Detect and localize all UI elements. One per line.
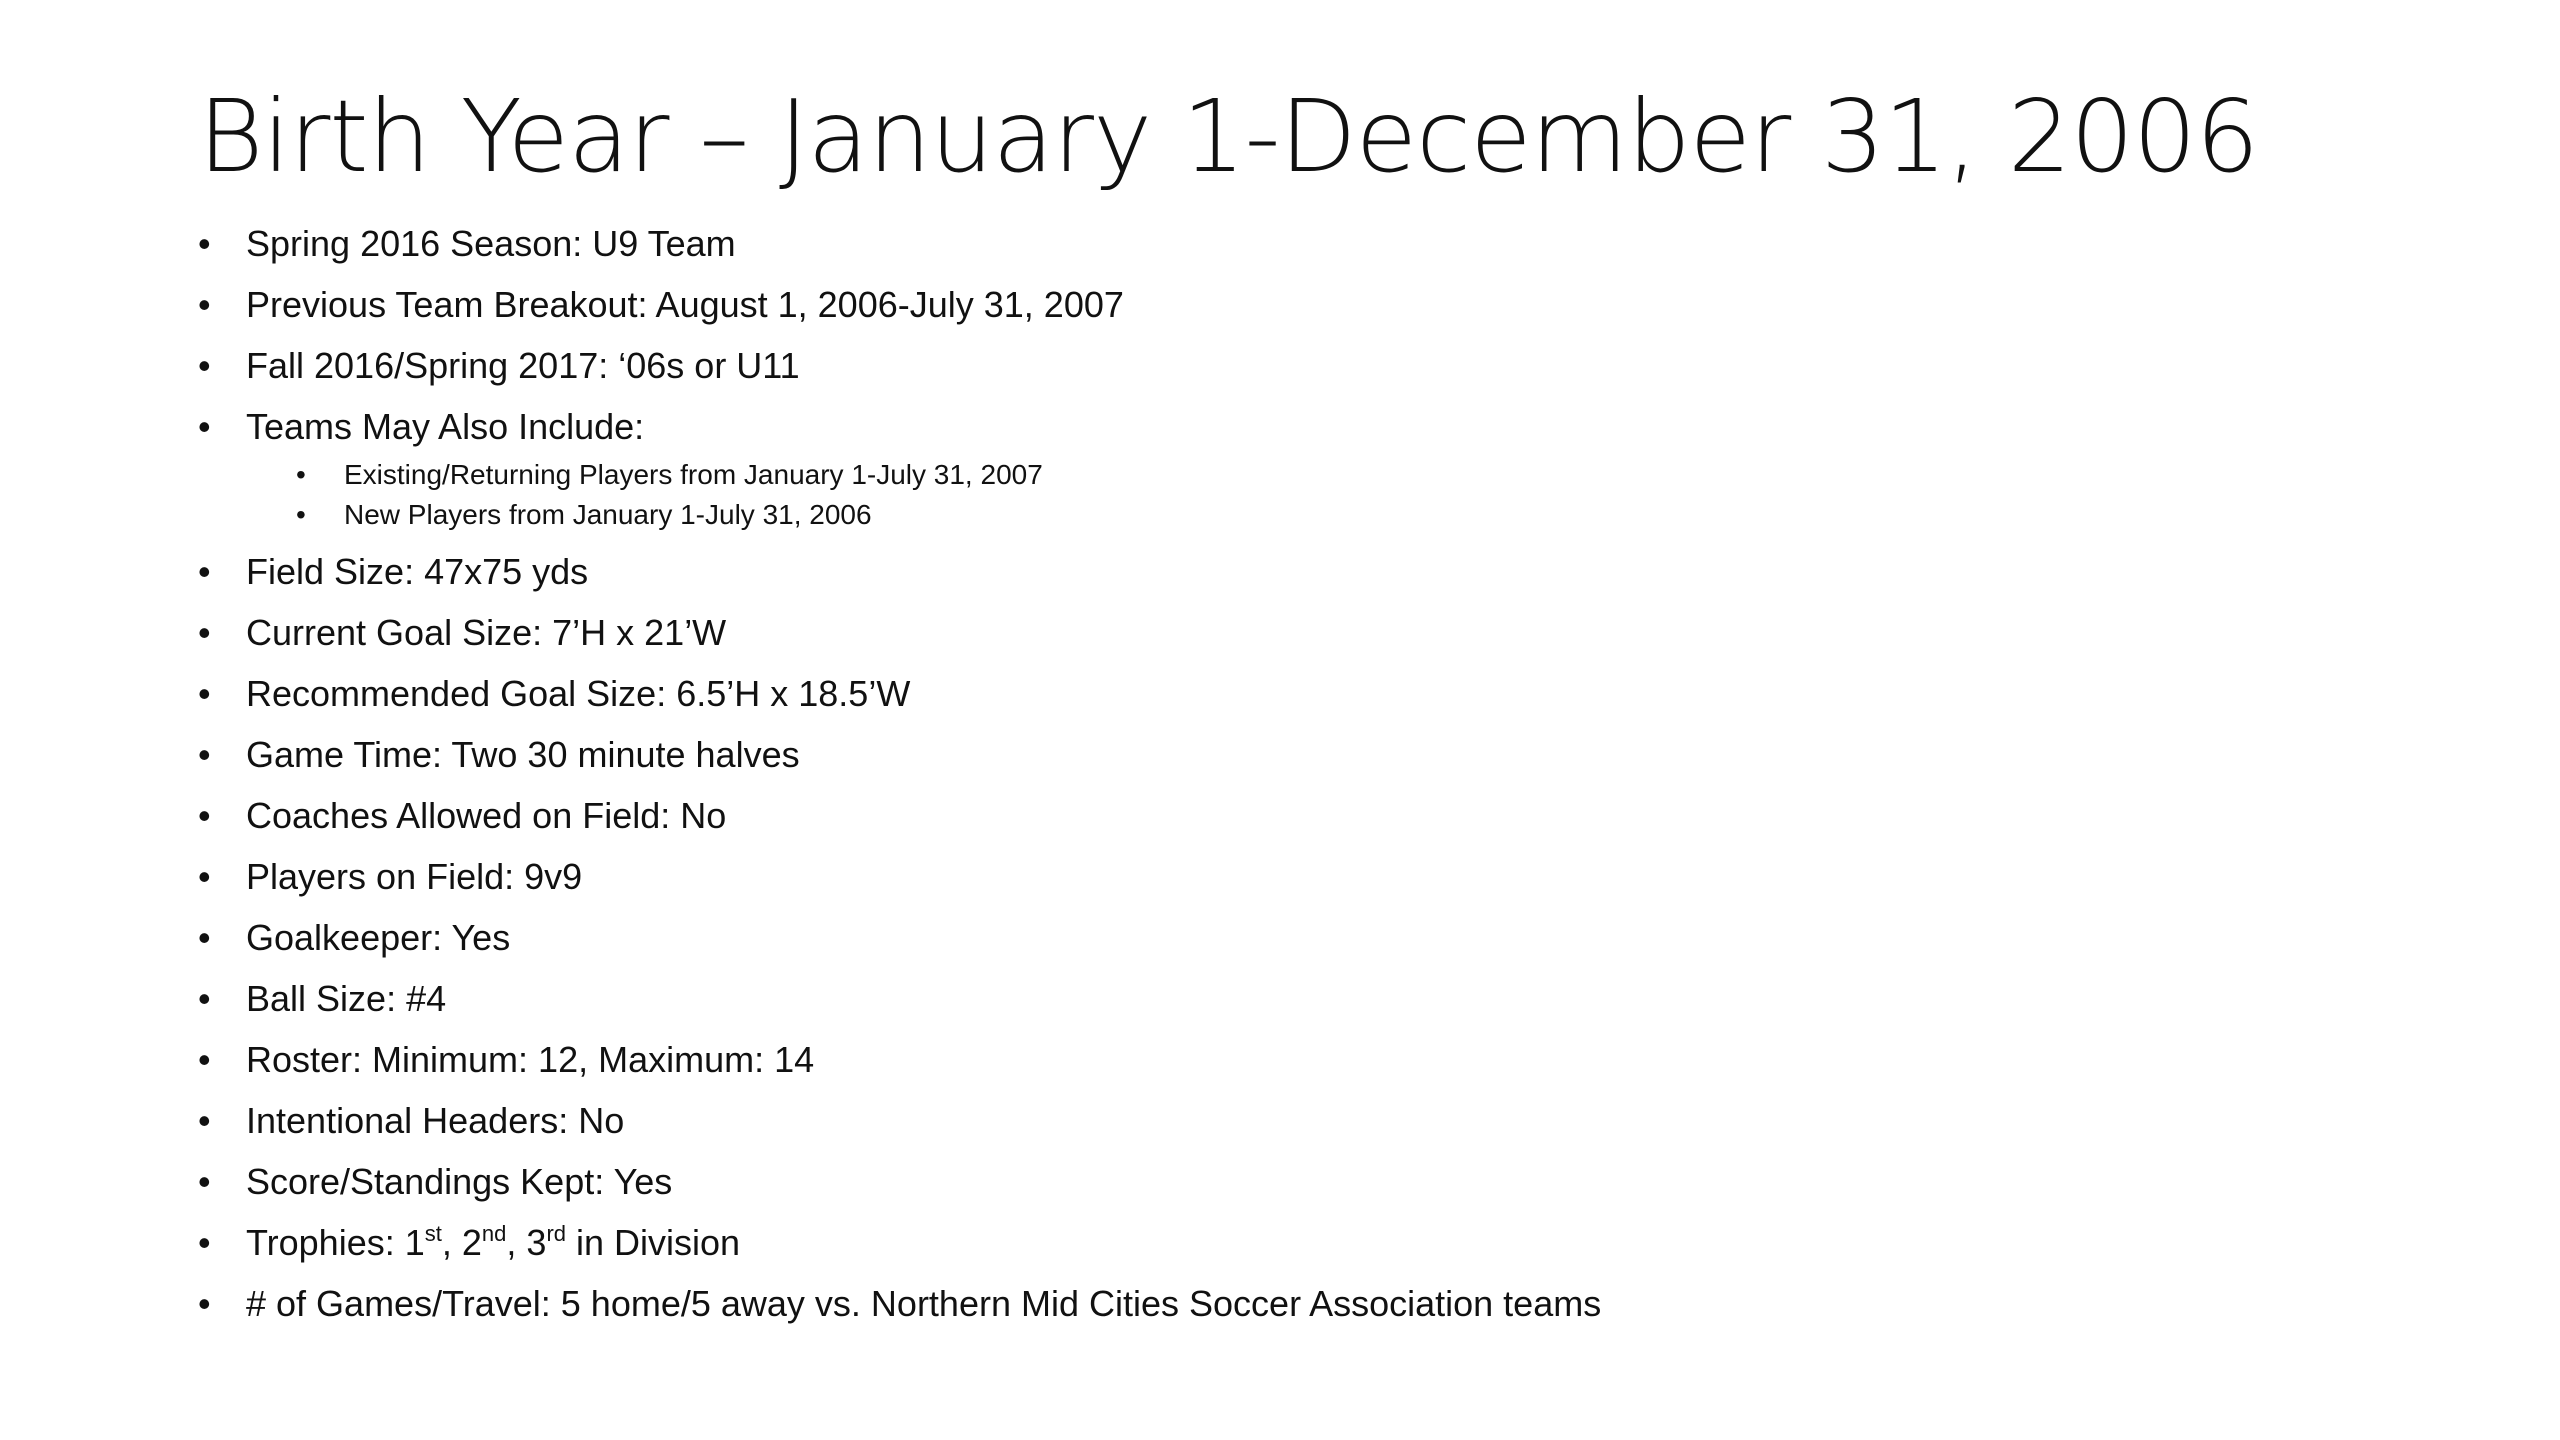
bullet-item: • Roster: Minimum: 12, Maximum: 14 xyxy=(198,1036,1601,1084)
bullet-list xyxy=(198,220,1601,1341)
bullet-item: • Intentional Headers: No xyxy=(198,1097,1601,1145)
trophies-tail: in Division xyxy=(566,1222,741,1263)
bullet-item-trophies xyxy=(198,1219,1601,1267)
trophies-second-suffix: nd xyxy=(481,1221,507,1246)
trophies-first-suffix: st xyxy=(424,1221,442,1246)
bullet-item: • Coaches Allowed on Field: No xyxy=(198,792,1601,840)
trophies-third-suffix: rd xyxy=(546,1221,566,1246)
bullet-item: • Score/Standings Kept: Yes xyxy=(198,1158,1601,1206)
bullet-item: • Current Goal Size: 7’H x 21’W xyxy=(198,609,1601,657)
bullet-item: • Ball Size: #4 xyxy=(198,975,1601,1023)
bullet-item: • Spring 2016 Season: U9 Team xyxy=(198,220,1601,268)
bullet-item: • # of Games/Travel: 5 home/5 away vs. Northern Mid Cities Soccer Association teams xyxy=(198,1280,1601,1328)
bullet-item: • Players on Field: 9v9 xyxy=(198,853,1601,901)
trophies-sep2: , 3 xyxy=(506,1222,547,1263)
bullet-item: • Goalkeeper: Yes xyxy=(198,914,1601,962)
bullet-item: • Game Time: Two 30 minute halves xyxy=(198,731,1601,779)
sub-bullet-item: • Existing/Returning Players from January 1-July 31, 2007 xyxy=(296,455,1601,495)
trophies-sep1: , 2 xyxy=(441,1222,482,1263)
bullet-item: • Field Size: 47x75 yds xyxy=(198,548,1601,596)
bullet-item: • Recommended Goal Size: 6.5’H x 18.5’W xyxy=(198,670,1601,718)
slide-title: Birth Year – January 1-December 31, 2006 xyxy=(198,78,2259,195)
trophies-prefix: Trophies: 1 xyxy=(246,1222,425,1263)
bullet-item-teams-include xyxy=(198,403,1601,535)
bullet-item: • Previous Team Breakout: August 1, 2006-July 31, 2007 xyxy=(198,281,1601,329)
sub-bullet-list xyxy=(246,455,1601,535)
bullet-text: Teams May Also Include: xyxy=(246,406,645,447)
sub-bullet-item: • New Players from January 1-July 31, 2006 xyxy=(296,495,1601,535)
bullet-item: • Fall 2016/Spring 2017: ‘06s or U11 xyxy=(198,342,1601,390)
